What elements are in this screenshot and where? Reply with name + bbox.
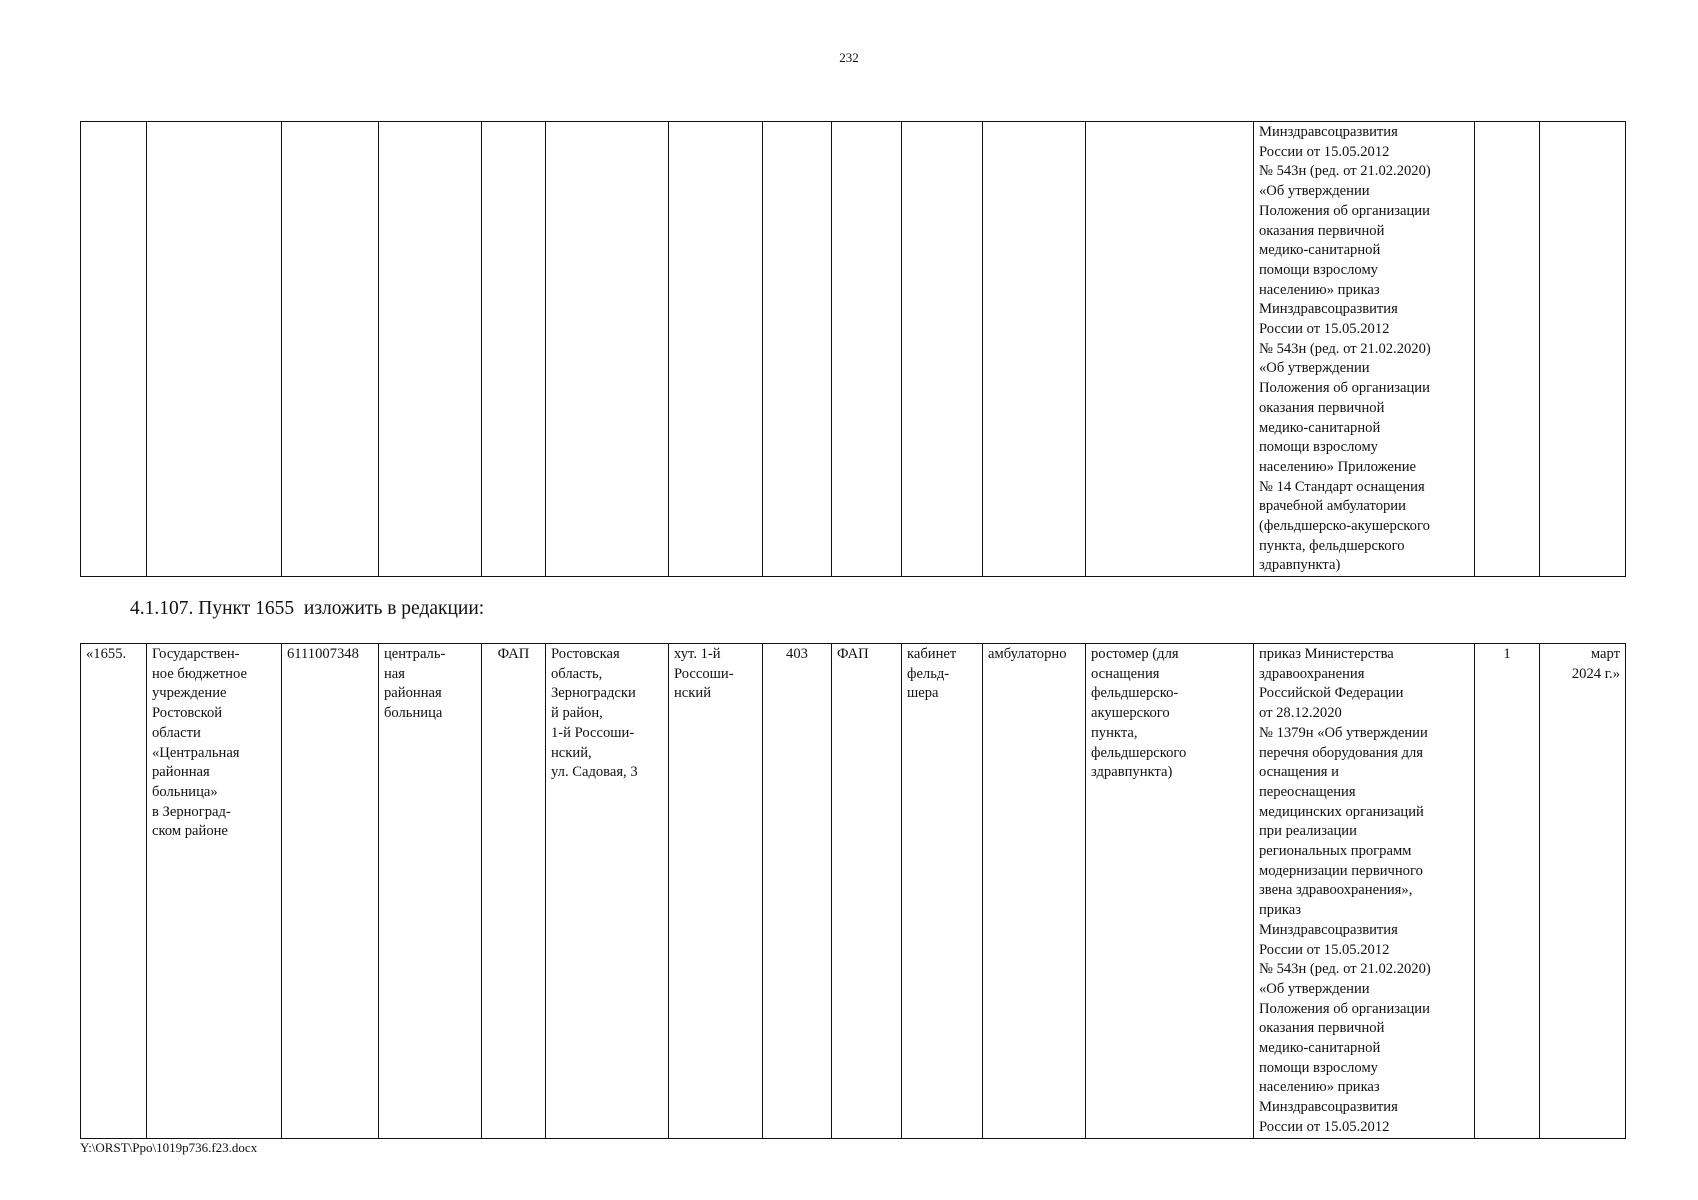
- cell-care-type: [983, 122, 1086, 577]
- cell-regulation: [1254, 122, 1475, 577]
- cell-number: [81, 644, 147, 1139]
- cell-locality: [669, 644, 763, 1139]
- cell-quantity: [1475, 122, 1540, 577]
- inn-value: 6111007348: [287, 646, 359, 662]
- cell-unit: [482, 122, 546, 577]
- unit-value: ФАП: [497, 646, 530, 662]
- cell-unit-type: [832, 122, 902, 577]
- care-type-value: амбулаторно: [988, 646, 1067, 662]
- table-row: [81, 644, 1626, 1139]
- deadline-value: март 2024 г.»: [1571, 646, 1620, 682]
- cell-locality: [669, 122, 763, 577]
- cell-number: [81, 122, 147, 577]
- cell-room: [902, 644, 983, 1139]
- table-top-continuation: [80, 121, 1626, 577]
- cell-org-type: [379, 644, 482, 1139]
- code-value: 403: [786, 646, 808, 662]
- cell-organization: [147, 122, 282, 577]
- org-type: централь- ная районная больница: [384, 646, 446, 722]
- locality-value: хут. 1-й Россоши- нский: [674, 646, 734, 702]
- table-row: [81, 122, 1626, 577]
- cell-inn: [282, 644, 379, 1139]
- cell-unit: [482, 644, 546, 1139]
- address-value: Ростовская область, Зерноградски й район, 1-й Россоши- нский, ул. Садовая, 3: [551, 646, 638, 781]
- organization-name: Государствен- ное бюджетное учреждение Ростовской области «Центральная районная больница» в Зерноград- ском районе: [152, 646, 247, 840]
- footer-file-path: Y:\ORST\Ppo\1019p736.f23.docx: [80, 1140, 258, 1155]
- cell-code: [763, 122, 832, 577]
- regulation-text: Минздравсоцразвития России от 15.05.2012 № 543н (ред. от 21.02.2020) «Об утверждении Положения об организации оказания первичной медико-санитарной помощи взрослому населению» приказ Минздравсоцразвития России от 15.05.2012 № 543н (ред. от 21.02.2020) «Об утверждении Положения об организации оказания первичной медико-санитарной помощи взрослому населению» Приложение № 14 Стандарт оснащения врачебной амбулатории (фельдшерско-акушерского пункта, фельдшерского здравпункта): [1259, 124, 1431, 574]
- cell-deadline: [1540, 644, 1626, 1139]
- cell-room: [902, 122, 983, 577]
- cell-regulation: [1254, 644, 1475, 1139]
- table-item-1655: [80, 643, 1626, 1139]
- cell-care-type: [983, 644, 1086, 1139]
- cell-equipment: [1086, 644, 1254, 1139]
- item-number: «1655.: [86, 646, 127, 662]
- cell-inn: [282, 122, 379, 577]
- unit-type-value: ФАП: [837, 646, 869, 662]
- cell-address: [546, 644, 669, 1139]
- section-heading: 4.1.107. Пункт 1655 изложить в редакции:: [130, 598, 485, 619]
- cell-quantity: [1475, 644, 1540, 1139]
- cell-org-type: [379, 122, 482, 577]
- page-number: 232: [839, 50, 859, 65]
- cell-address: [546, 122, 669, 577]
- quantity-value: 1: [1503, 646, 1511, 662]
- cell-deadline: [1540, 122, 1626, 577]
- cell-code: [763, 644, 832, 1139]
- cell-organization: [147, 644, 282, 1139]
- room-value: кабинет фельд- шера: [907, 646, 957, 702]
- regulation-text: приказ Министерства здравоохранения Российской Федерации от 28.12.2020 № 1379н «Об утверждении перечня оборудования для оснащения и переоснащения медицинских организаций при реализации региональных программ модернизации первичного звена здравоохранения», приказ Минздравсоцразвития России от 15.05.2012 № 543н (ред. от 21.02.2020) «Об утверждении Положения об организации оказания первичной медико-санитарной помощи взрослому населению» приказ Минздравсоцразвития России от 15.05.2012: [1259, 646, 1431, 1135]
- cell-equipment: [1086, 122, 1254, 577]
- cell-unit-type: [832, 644, 902, 1139]
- equipment-value: ростомер (для оснащения фельдшерско- акушерского пункта, фельдшерского здравпункта): [1091, 646, 1187, 781]
